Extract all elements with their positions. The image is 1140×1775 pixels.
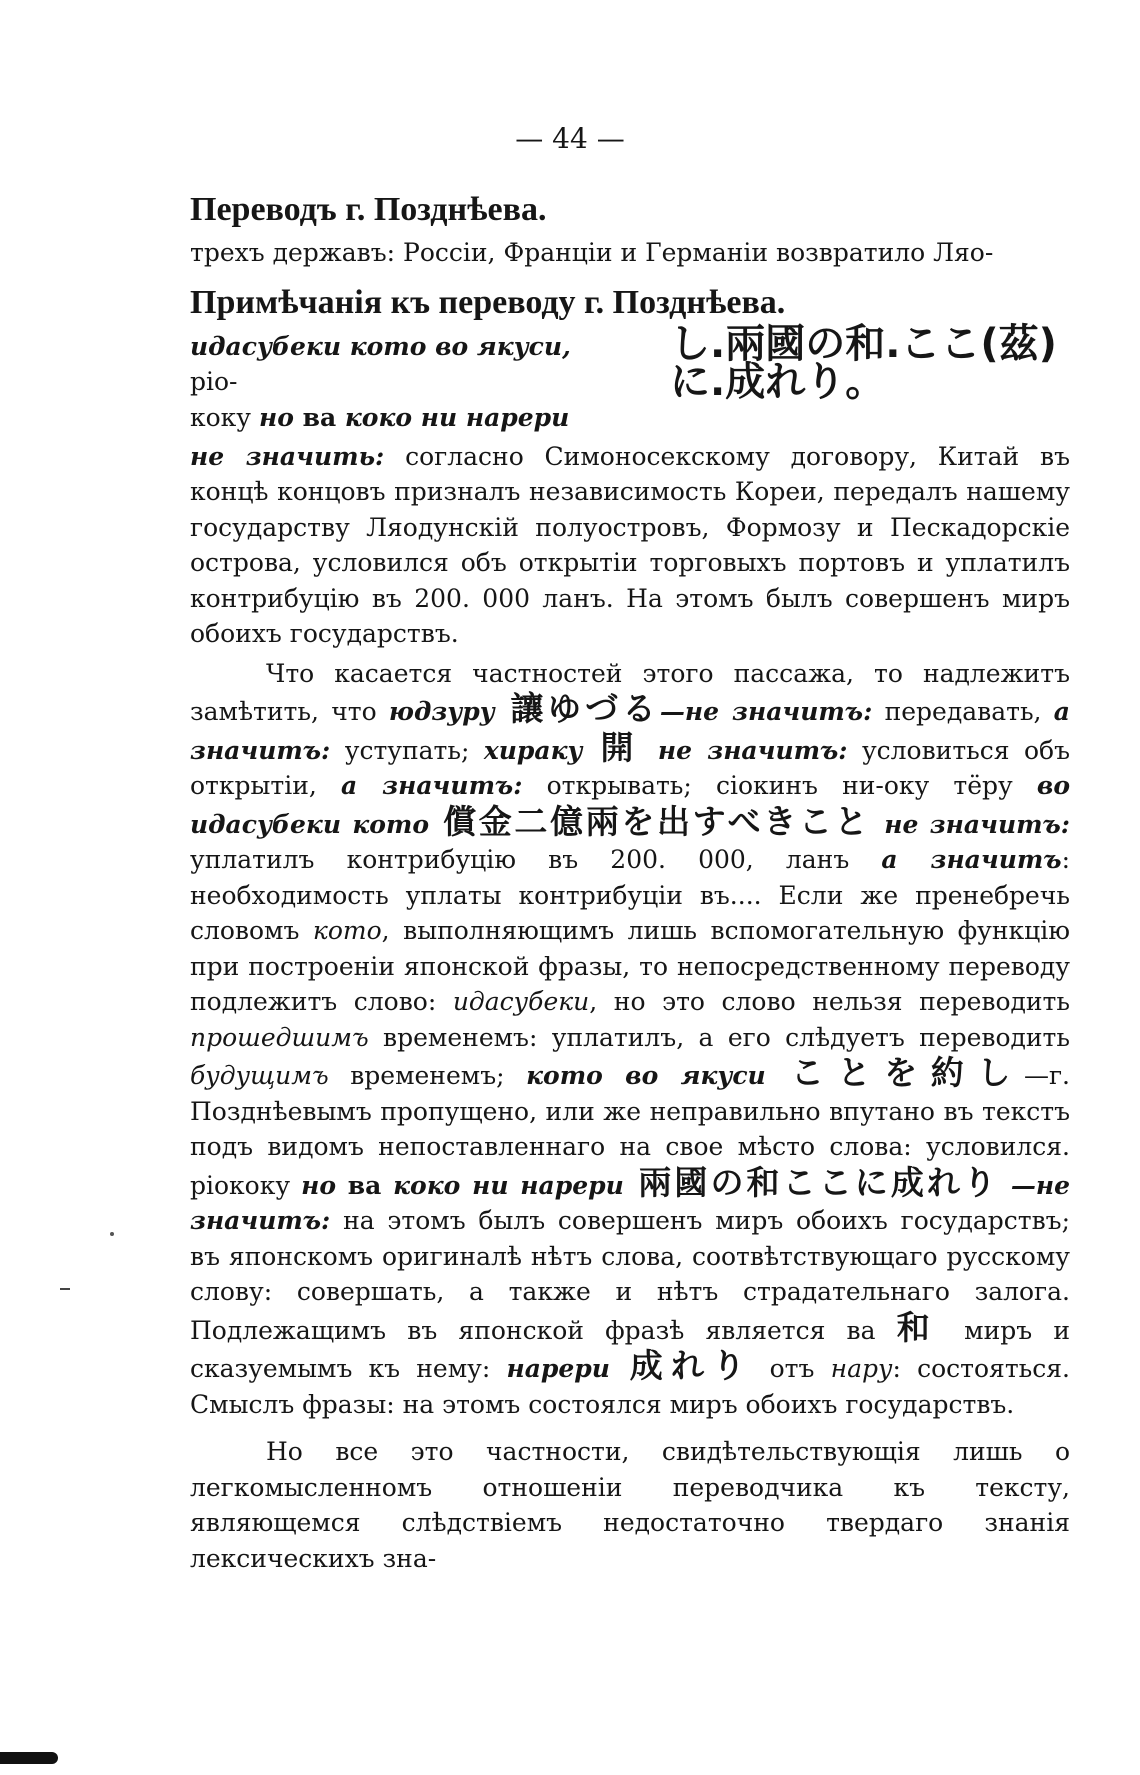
japanese-text: 讓ゆづる xyxy=(494,689,660,728)
paragraph-text: миръ и сказуемымъ къ нему: xyxy=(190,1315,1071,1383)
emphasis: —не значитъ: xyxy=(659,697,873,726)
translation-heading: Переводъ г. Позднѣева. xyxy=(190,191,547,228)
paragraph-text: , выполняющимъ лишь вспомогательную функцію при построеніи японской фразы, то непосредственному переводу подлежитъ слово: xyxy=(190,916,1070,1016)
paragraph-text: ва xyxy=(336,1170,394,1200)
paragraph-text: временемъ: уплатилъ, а его слѣдуетъ переводить xyxy=(368,1022,1070,1052)
romanized-text: но xyxy=(258,402,294,432)
emphasis: коко ни нарери xyxy=(393,1170,624,1200)
romanized-text: идасубеки кото во якуси, xyxy=(190,331,571,361)
emphasis: юдзуру xyxy=(388,697,495,726)
margin-dash xyxy=(60,1288,70,1290)
japanese-text: 開 xyxy=(582,727,658,767)
paragraph-text: —г. Позднѣевымъ пропущено, или же неправильно впутано въ текстъ подъ видомъ непоставленнаго на свое мѣсто слова: условился. ріококу xyxy=(190,1061,1070,1200)
paragraph-text: : состояться. Смыслъ фразы: на этомъ состоялся миръ обоихъ государствъ. xyxy=(190,1354,1070,1419)
emphasis: кото xyxy=(312,916,382,945)
margin-scan-mark xyxy=(0,1752,58,1764)
emphasis: идасубеки xyxy=(452,987,590,1016)
emphasis: а значитъ: xyxy=(190,697,1070,765)
emphasis: а значитъ xyxy=(881,845,1062,874)
japanese-line-1: し.兩國の和.ここ(茲) xyxy=(670,320,1057,367)
japanese-text: 和 xyxy=(896,1307,943,1347)
japanese-text: ことを約し xyxy=(765,1053,1024,1092)
notes-heading: Примѣчанія къ переводу г. Позднѣева. xyxy=(190,283,786,321)
emphasis: не значитъ: xyxy=(657,735,848,765)
paragraph-text: открывать; сіокинъ ни-оку тёру xyxy=(522,771,1037,800)
romanized-text: коку xyxy=(190,402,259,432)
paragraph-text: временемъ; xyxy=(328,1061,527,1090)
note-paragraph-1 xyxy=(190,439,1070,652)
paragraph-text: условиться объ открытіи, xyxy=(190,735,1070,800)
paragraph-text: согласно Симоносекскому договору, Китай въ концѣ концовъ призналъ независимость Кореи, передалъ нашему государству Ляодунскій полуостровъ, Формозу и Пескадорскіе острова, условился объ открытіи торговыхъ портовъ и уплатилъ контрибуцію въ 200. 000 ланъ. На этомъ былъ совершенъ миръ обоихъ государствъ. xyxy=(190,441,1070,648)
translation-text: трехъ державъ: Россіи, Франціи и Германіи возвратило Ляо- xyxy=(190,238,994,267)
paragraph-text: Что касается частностей этого пассажа, то надлежитъ замѣтить, что xyxy=(190,658,1070,726)
emphasis: хираку xyxy=(483,735,583,765)
emphasis: не значить: xyxy=(190,441,385,471)
romanized-text: коко ни нарери xyxy=(344,402,570,432)
note-paragraph-3: Но все это частности, свидѣтельствующія лишь о легкомысленномъ отношеніи переводчика къ тексту, являющемся слѣдствіемъ недостаточно твердаго знанія лексическихъ зна- xyxy=(190,1437,1070,1573)
emphasis: не значитъ: xyxy=(884,809,1070,839)
romanized-phrase xyxy=(190,329,620,436)
emphasis: прошедшимъ xyxy=(190,1022,369,1052)
japanese-text: 兩國の和ここに成れり xyxy=(623,1162,1000,1202)
paragraph-text: , но это слово нельзя переводить xyxy=(589,987,1071,1016)
margin-dot xyxy=(110,1232,114,1236)
japanese-text: 償金二億兩を出すべきこと xyxy=(429,801,885,841)
note-paragraph-2 xyxy=(190,656,1070,1423)
paragraph-text: отъ xyxy=(753,1354,831,1383)
japanese-text: 成れり xyxy=(609,1346,754,1385)
romanized-text: ріо- xyxy=(190,367,238,396)
romanized-text: ва xyxy=(293,402,345,432)
paragraph-text: уступать; xyxy=(330,735,484,765)
page-number: — 44 — xyxy=(515,122,625,155)
emphasis: во идасубеки кото xyxy=(190,771,1070,839)
paragraph-text: на этомъ былъ совершенъ миръ обоихъ государствъ; въ японскомъ оригиналѣ нѣтъ слова, соотвѣтствующаго русскому слову: совершать, а также и нѣтъ страдательнаго залога. Подлежащимъ въ японской фразѣ является ва xyxy=(190,1206,1070,1345)
emphasis: но xyxy=(301,1170,336,1200)
japanese-line-2: に.成れり。 xyxy=(670,358,886,405)
japanese-phrase xyxy=(670,320,1070,405)
emphasis: кото во якуси xyxy=(526,1061,766,1090)
emphasis: а значитъ: xyxy=(341,771,523,800)
romanized-japanese-block xyxy=(190,320,1070,439)
paragraph-text: уплатилъ контрибуцію въ 200. 000, ланъ xyxy=(190,845,882,874)
emphasis: нарери xyxy=(506,1354,610,1383)
paragraph-text: передавать, xyxy=(872,697,1054,726)
paragraph-text: : необходимость уплаты контрибуціи въ.... Если же пренебречь словомъ xyxy=(190,845,1070,945)
emphasis: будущимъ xyxy=(190,1061,329,1090)
emphasis: —не значитъ: xyxy=(190,1170,1071,1235)
emphasis: нару xyxy=(830,1354,893,1383)
page-body xyxy=(190,185,1070,1576)
